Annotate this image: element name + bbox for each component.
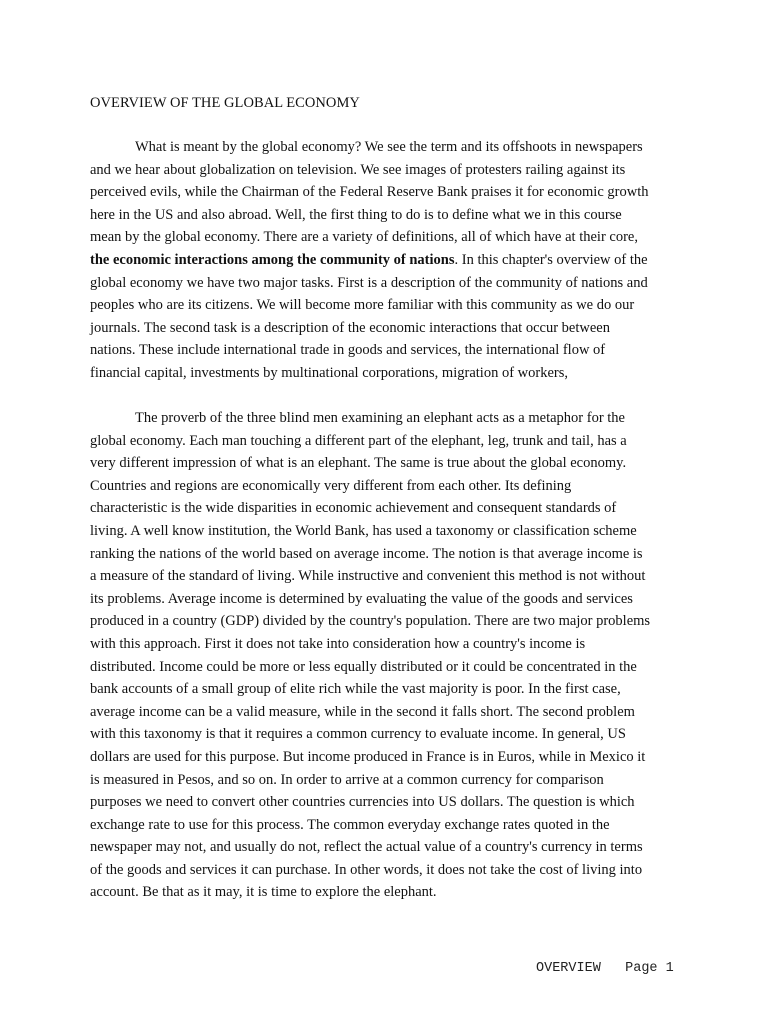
text-line: bank accounts of a small group of elite rich while the vast majority is poor. In the first case,: [90, 681, 621, 698]
paragraph-global-economy-definition: [90, 136, 690, 385]
text-line: peoples who are its citizens. We will become more familiar with this community as we do our: [90, 297, 635, 314]
text-line: ranking the nations of the world based on average income. The notion is that average income is: [90, 545, 643, 562]
text-line: journals. The second task is a description of the economic interactions that occur between: [90, 319, 610, 336]
text-line: dollars are used for this purpose. But income produced in France is in Euros, while in Mexico it: [90, 748, 646, 765]
text-line: global economy we have two major tasks. First is a description of the community of nations and: [90, 274, 648, 291]
text-line: characteristic is the wide disparities in economic achievement and consequent standards of: [90, 500, 617, 517]
text-line: Countries and regions are economically very different from each other. Its defining: [90, 477, 572, 494]
text-line: global economy. Each man touching a different part of the elephant, leg, trunk and tail, has a: [90, 432, 627, 449]
text-line: The proverb of the three blind men examining an elephant acts as a metaphor for the: [135, 410, 625, 426]
text-line: financial capital, investments by multinational corporations, migration of workers,: [90, 364, 568, 381]
page-footer: OVERVIEW Page 1: [536, 961, 674, 976]
text-line: nations. These include international trade in goods and services, the international flow of: [90, 342, 606, 359]
text-line: produced in a country (GDP) divided by the country's population. There are two major problems: [90, 613, 651, 630]
text-line: What is meant by the global economy? We see the term and its offshoots in newspapers: [135, 139, 643, 155]
text-line: newspaper may not, and usually do not, reflect the actual value of a country's currency in terms: [90, 839, 643, 856]
bold-emphasis: the economic interactions among the community of nations: [90, 251, 455, 268]
text-line: average income can be a valid measure, while in the second it falls short. The second problem: [90, 703, 635, 720]
page-title: OVERVIEW OF THE GLOBAL ECONOMY: [90, 95, 360, 111]
paragraph-elephant-metaphor: [90, 407, 690, 904]
text-line: account. Be that as it may, it is time to explore the elephant.: [90, 884, 437, 901]
text-line: a measure of the standard of living. While instructive and convenient this method is not without: [90, 568, 646, 585]
text-line: purposes we need to convert other countries currencies into US dollars. The question is which: [90, 794, 635, 811]
text-line: is measured in Pesos, and so on. In order to arrive at a common currency for comparison: [90, 771, 604, 788]
text-line: with this approach. First it does not take into consideration how a country's income is: [90, 635, 586, 652]
text-line: very different impression of what is an elephant. The same is true about the global economy.: [90, 455, 627, 472]
text-line: here in the US and also abroad. Well, the first thing to do is to define what we in this course: [90, 206, 622, 223]
text-line: perceived evils, while the Chairman of the Federal Reserve Bank praises it for economic growth: [90, 184, 649, 201]
text-line: exchange rate to use for this process. The common everyday exchange rates quoted in the: [90, 816, 610, 833]
text-line: mean by the global economy. There are a variety of definitions, all of which have at their core,: [90, 229, 638, 246]
text-line: and we hear about globalization on television. We see images of protesters railing against its: [90, 161, 626, 178]
text-line: of the goods and services it can purchase. In other words, it does not take the cost of living into: [90, 861, 643, 878]
text-line: with this taxonomy is that it requires a common currency to evaluate income. In general, US: [90, 726, 626, 743]
text-line: its problems. Average income is determined by evaluating the value of the goods and services: [90, 590, 633, 607]
text-run: . In this chapter's overview of the: [454, 251, 648, 268]
text-line: distributed. Income could be more or less equally distributed or it could be concentrated in the: [90, 658, 637, 675]
text-line: living. A well know institution, the World Bank, has used a taxonomy or classification scheme: [90, 522, 637, 539]
text-line: [90, 249, 690, 272]
